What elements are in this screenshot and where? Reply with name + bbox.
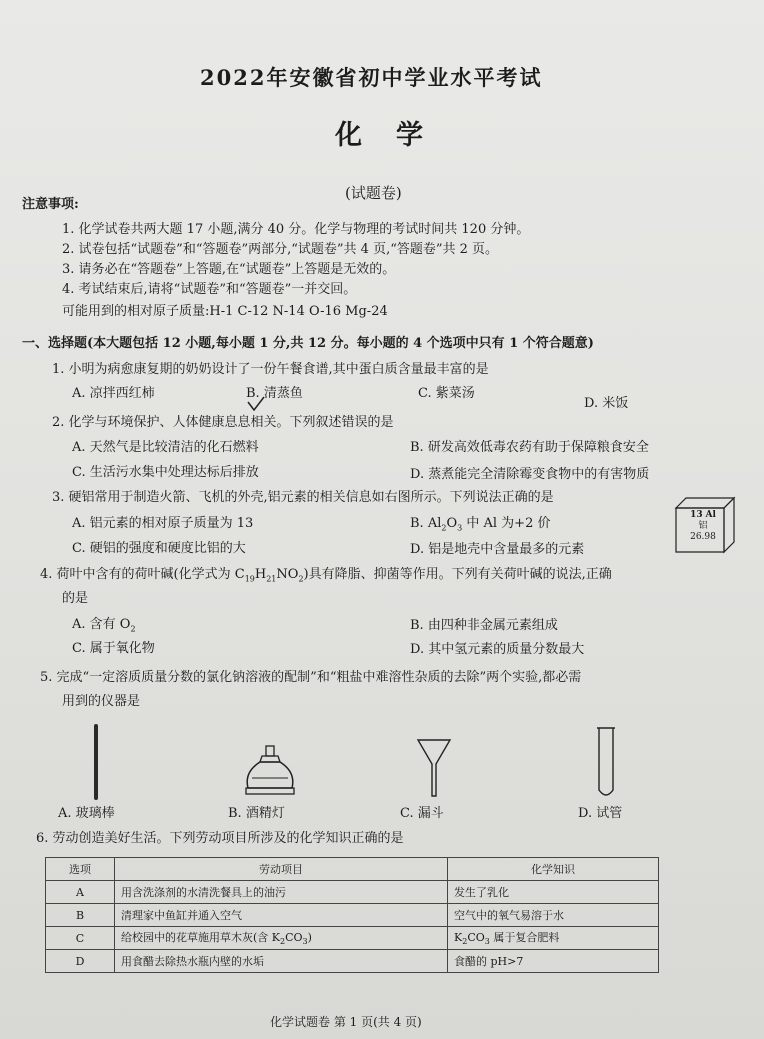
subject-title: 化学 bbox=[335, 120, 457, 151]
column-header: 劳动项目 bbox=[115, 858, 448, 881]
glass-rod-icon bbox=[86, 722, 106, 802]
q2-option-b: B. 研发高效低毒农药有助于保障粮食安全 bbox=[410, 440, 649, 455]
q1-option-a: A. 凉拌西红柿 bbox=[72, 386, 155, 401]
knowledge-cell: $K_2CO_3$ 属于复合肥料 bbox=[448, 927, 659, 950]
option-cell: D bbox=[46, 950, 115, 973]
q3-option-d: D. 铝是地壳中含量最多的元素 bbox=[410, 542, 585, 557]
q3-option-b: B. $Al_2O_3$ 中 Al 为+2 价 bbox=[410, 516, 551, 533]
q1-option-c: C. 紫菜汤 bbox=[418, 386, 475, 401]
q1-option-d: D. 米饭 bbox=[584, 396, 629, 411]
q1-option-b: B. 清蒸鱼 bbox=[246, 386, 303, 401]
q3-option-a: A. 铝元素的相对原子质量为 13 bbox=[72, 516, 254, 531]
q2-option-a: A. 天然气是比较清洁的化石燃料 bbox=[72, 440, 259, 455]
column-header: 化学知识 bbox=[448, 858, 659, 881]
booklet-label: (试题卷) bbox=[345, 184, 402, 202]
q4-option-b: B. 由四种非金属元素组成 bbox=[410, 618, 558, 633]
note-item: 4. 考试结束后,请将“试题卷”和“答题卷”一并交回。 bbox=[62, 282, 357, 297]
atomic-masses: 可能用到的相对原子质量:H-1 C-12 N-14 O-16 Mg-24 bbox=[62, 304, 388, 319]
question-5-stem-cont: 用到的仪器是 bbox=[62, 694, 141, 709]
task-cell: 给校园中的花草施用草木灰(含 $K_2CO_3$) bbox=[115, 927, 448, 950]
q4-option-c: C. 属于氧化物 bbox=[72, 641, 155, 656]
labor-table bbox=[45, 857, 659, 973]
column-header: 选项 bbox=[46, 858, 115, 881]
task-cell: 用含洗涤剂的水清洗餐具上的油污 bbox=[115, 881, 448, 904]
question-4-stem-cont: 的是 bbox=[62, 591, 89, 606]
q4-option-d: D. 其中氢元素的质量分数最大 bbox=[410, 642, 585, 657]
note-item: 1. 化学试卷共两大题 17 小题,满分 40 分。化学与物理的考试时间共 120 分钟。 bbox=[62, 222, 530, 237]
knowledge-cell: 空气中的氧气易溶于水 bbox=[448, 904, 659, 927]
question-2-stem: 2. 化学与环境保护、人体健康息息相关。下列叙述错误的是 bbox=[52, 415, 394, 430]
checkmark-icon bbox=[246, 396, 266, 412]
note-item: 3. 请务必在“答题卷”上答题,在“试题卷”上答题是无效的。 bbox=[62, 262, 396, 277]
q5-option-b: B. 酒精灯 bbox=[228, 806, 285, 821]
q2-option-c: C. 生活污水集中处理达标后排放 bbox=[72, 465, 259, 480]
table-header-row bbox=[46, 858, 659, 881]
question-4-stem: 4. 荷叶中含有的荷叶碱(化学式为 $C_{19}H_{21}NO_2$)具有降脂、抑菌等作用。下列有关荷叶碱的说法,正确 bbox=[40, 567, 612, 584]
table-row bbox=[46, 950, 659, 973]
note-item: 2. 试卷包括“试题卷”和“答题卷”两部分,“试题卷”共 4 页,“答题卷”共 2 页。 bbox=[62, 242, 499, 257]
element-card bbox=[679, 510, 727, 543]
task-cell: 清理家中鱼缸并通入空气 bbox=[115, 904, 448, 927]
table-row bbox=[46, 904, 659, 927]
atomic-number: 13 bbox=[690, 510, 703, 520]
exam-title: 2022年安徽省初中学业水平考试 bbox=[200, 65, 543, 90]
table-row bbox=[46, 927, 659, 950]
q3-option-c: C. 硬铝的强度和硬度比铝的大 bbox=[72, 541, 246, 556]
element-name: 铝 bbox=[698, 521, 708, 531]
q4-option-a: A. 含有 $O_2$ bbox=[72, 617, 136, 634]
option-cell: C bbox=[46, 927, 115, 950]
question-5-stem: 5. 完成“一定溶质质量分数的氯化钠溶液的配制”和“粗盐中难溶性杂质的去除”两个实验,都必需 bbox=[40, 670, 582, 685]
knowledge-cell: 发生了乳化 bbox=[448, 881, 659, 904]
question-3-stem: 3. 硬铝常用于制造火箭、飞机的外壳,铝元素的相关信息如右图所示。下列说法正确的是 bbox=[52, 490, 554, 505]
option-cell: B bbox=[46, 904, 115, 927]
funnel-icon bbox=[416, 738, 452, 798]
section-title: 一、选择题(本大题包括 12 小题,每小题 1 分,共 12 分。每小题的 4 个选项中只有 1 个符合题意) bbox=[22, 336, 594, 351]
notes-title: 注意事项: bbox=[22, 197, 79, 212]
table-row bbox=[46, 881, 659, 904]
question-1-stem: 1. 小明为病愈康复期的奶奶设计了一份午餐食谱,其中蛋白质含量最丰富的是 bbox=[52, 362, 489, 377]
option-cell: A bbox=[46, 881, 115, 904]
q5-option-a: A. 玻璃棒 bbox=[58, 806, 115, 821]
task-cell: 用食醋去除热水瓶内壁的水垢 bbox=[115, 950, 448, 973]
q2-option-d: D. 蒸煮能完全清除霉变食物中的有害物质 bbox=[410, 467, 650, 482]
atomic-mass: 26.98 bbox=[690, 532, 716, 542]
element-symbol: Al bbox=[705, 510, 716, 520]
q5-option-c: C. 漏斗 bbox=[400, 806, 444, 821]
q5-option-d: D. 试管 bbox=[578, 806, 623, 821]
test-tube-icon bbox=[594, 726, 618, 800]
knowledge-cell: 食醋的 pH>7 bbox=[448, 950, 659, 973]
page-footer: 化学试题卷 第 1 页(共 4 页) bbox=[270, 1015, 422, 1029]
alcohol-lamp-icon bbox=[240, 742, 300, 798]
question-6-stem: 6. 劳动创造美好生活。下列劳动项目所涉及的化学知识正确的是 bbox=[36, 831, 404, 846]
